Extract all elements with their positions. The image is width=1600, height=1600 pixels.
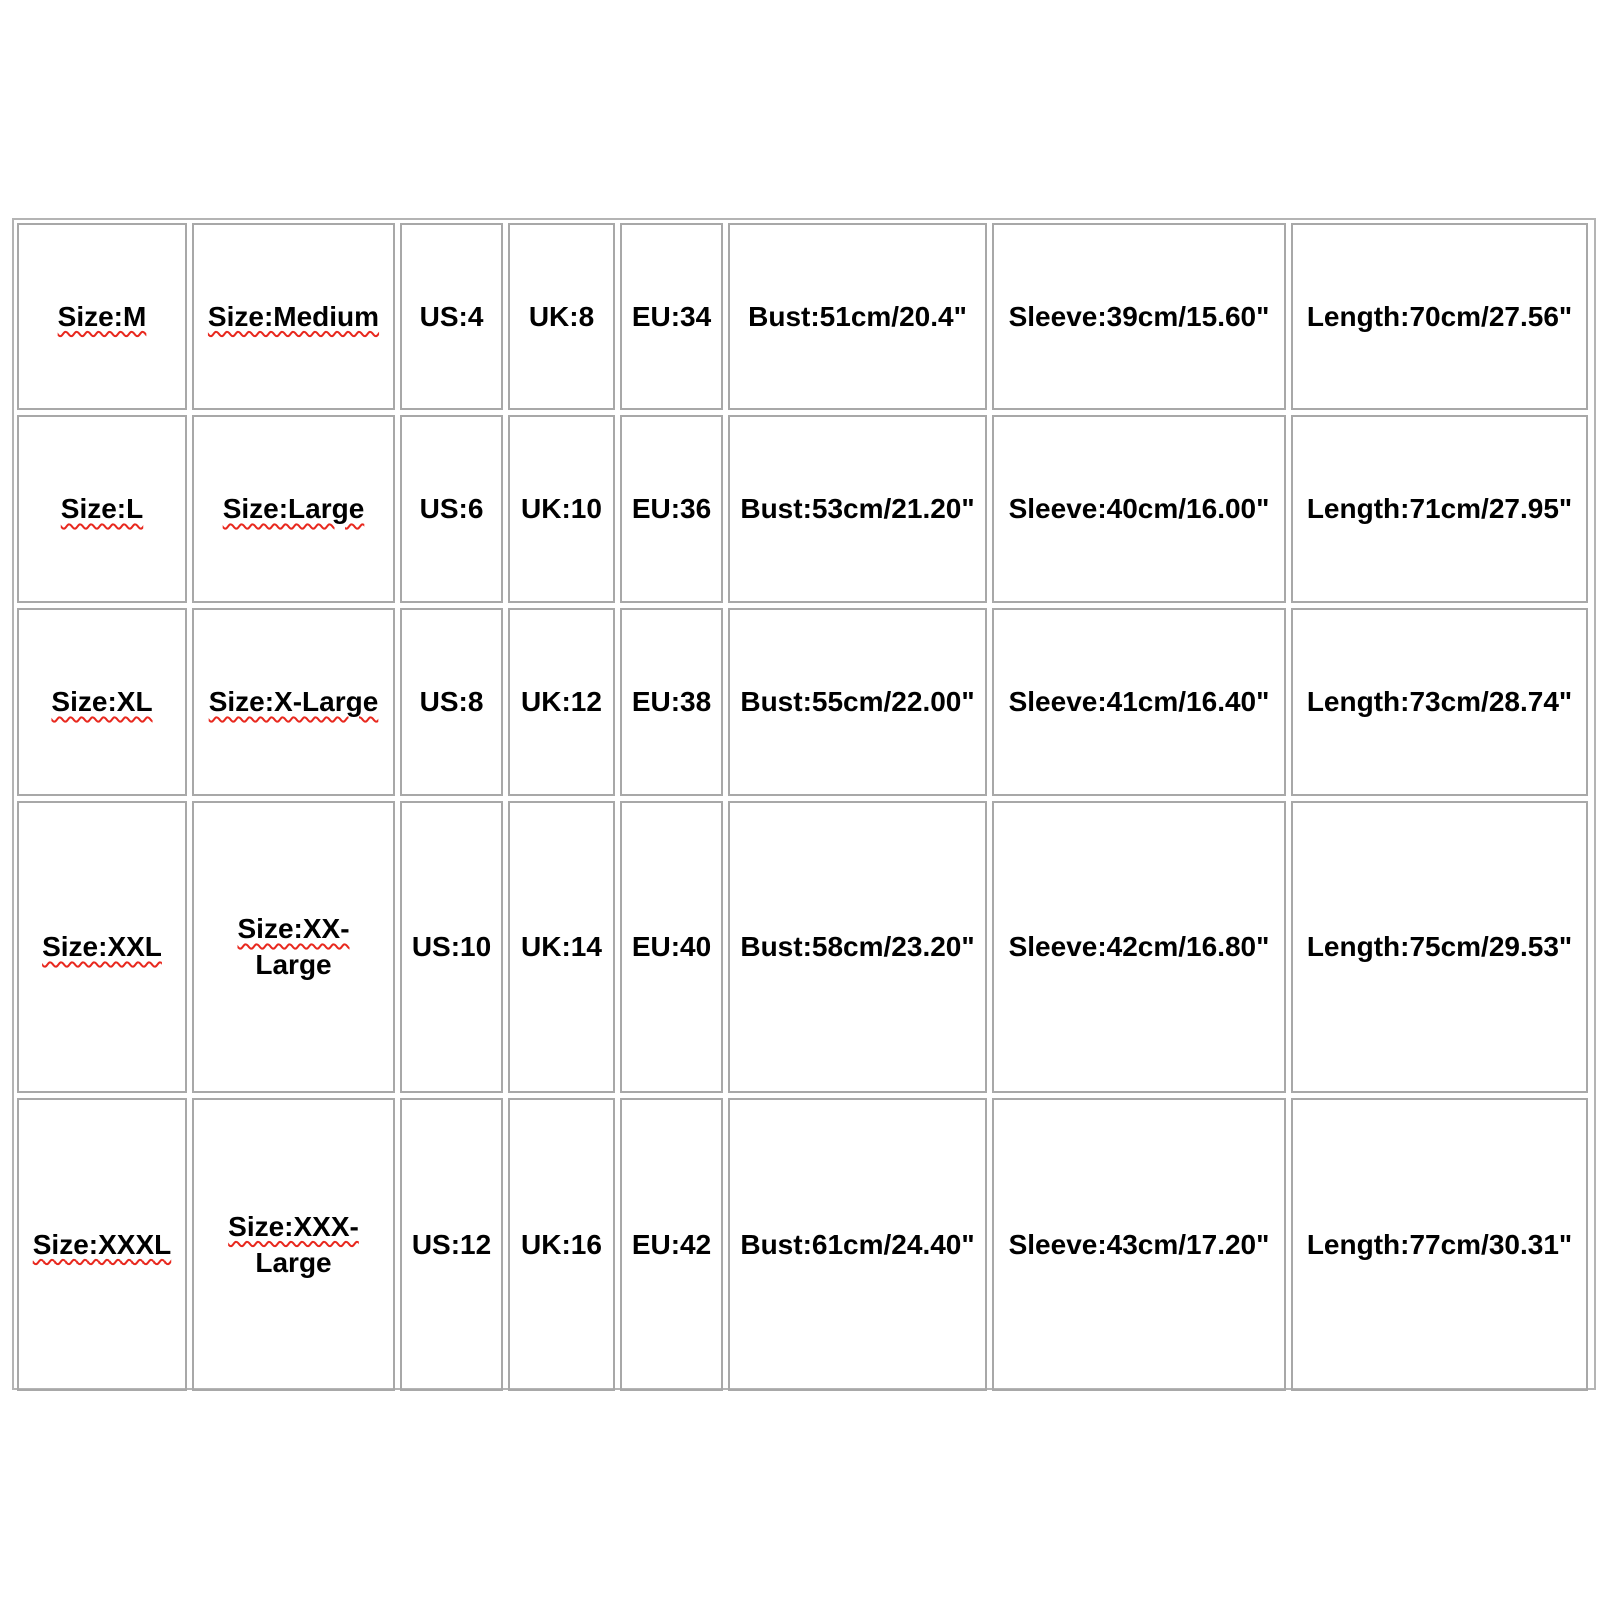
uk-size-cell: UK:10 [508, 415, 615, 603]
eu-size-cell: EU:38 [620, 608, 723, 796]
length-cell: Length:73cm/28.74" [1291, 608, 1588, 796]
us-size-cell: US:8 [400, 608, 503, 796]
size-chart [12, 218, 1596, 1390]
uk-size-cell: UK:8 [508, 223, 615, 410]
length-cell: Length:70cm/27.56" [1291, 223, 1588, 410]
us-size-cell: US:10 [400, 801, 503, 1093]
sleeve-cell: Sleeve:39cm/15.60" [992, 223, 1286, 410]
table-row [17, 223, 1588, 410]
size-code-cell [17, 1098, 187, 1391]
size-name-cell [192, 223, 395, 410]
size-name-cell [192, 415, 395, 603]
size-name-cell [192, 1098, 395, 1391]
uk-size-cell: UK:16 [508, 1098, 615, 1391]
bust-cell: Bust:61cm/24.40" [728, 1098, 987, 1391]
size-code-cell [17, 608, 187, 796]
size-code-text: Size:XL [51, 686, 153, 717]
size-code-text: Size:XXXL [32, 1228, 172, 1260]
sleeve-cell: Sleeve:42cm/16.80" [992, 801, 1286, 1093]
size-code-cell [17, 223, 187, 410]
length-cell: Length:75cm/29.53" [1291, 801, 1588, 1093]
table-row [17, 608, 1588, 796]
size-name-cell [192, 801, 395, 1093]
size-name-text: Size:X-Large [208, 686, 379, 717]
sleeve-cell: Sleeve:40cm/16.00" [992, 415, 1286, 603]
uk-size-cell: UK:12 [508, 608, 615, 796]
eu-size-cell: EU:34 [620, 223, 723, 410]
size-name-line2: Large [255, 1246, 332, 1278]
us-size-cell: US:6 [400, 415, 503, 603]
size-code-text: Size:M [57, 300, 147, 332]
eu-size-cell: EU:36 [620, 415, 723, 603]
size-name-line1: Size:XXX- [228, 1210, 359, 1242]
size-name-text: Size:Medium [207, 300, 380, 332]
us-size-cell: US:12 [400, 1098, 503, 1391]
eu-size-cell: EU:42 [620, 1098, 723, 1391]
size-name-line2: Large [255, 949, 332, 980]
uk-size-cell: UK:14 [508, 801, 615, 1093]
size-name-line1: Size:XX- [237, 913, 350, 944]
length-cell: Length:71cm/27.95" [1291, 415, 1588, 603]
eu-size-cell: EU:40 [620, 801, 723, 1093]
us-size-cell: US:4 [400, 223, 503, 410]
sleeve-cell: Sleeve:43cm/17.20" [992, 1098, 1286, 1391]
bust-cell: Bust:51cm/20.4" [728, 223, 987, 410]
size-name-text: Size:Large [222, 493, 365, 524]
bust-cell: Bust:53cm/21.20" [728, 415, 987, 603]
size-table [12, 218, 1593, 1396]
sleeve-cell: Sleeve:41cm/16.40" [992, 608, 1286, 796]
bust-cell: Bust:55cm/22.00" [728, 608, 987, 796]
size-name-cell [192, 608, 395, 796]
bust-cell: Bust:58cm/23.20" [728, 801, 987, 1093]
length-cell: Length:77cm/30.31" [1291, 1098, 1588, 1391]
size-code-text: Size:L [60, 493, 144, 524]
table-row [17, 801, 1588, 1093]
size-code-cell [17, 801, 187, 1093]
table-row [17, 1098, 1588, 1391]
size-code-text: Size:XXL [42, 931, 162, 962]
table-row [17, 415, 1588, 603]
size-code-cell [17, 415, 187, 603]
